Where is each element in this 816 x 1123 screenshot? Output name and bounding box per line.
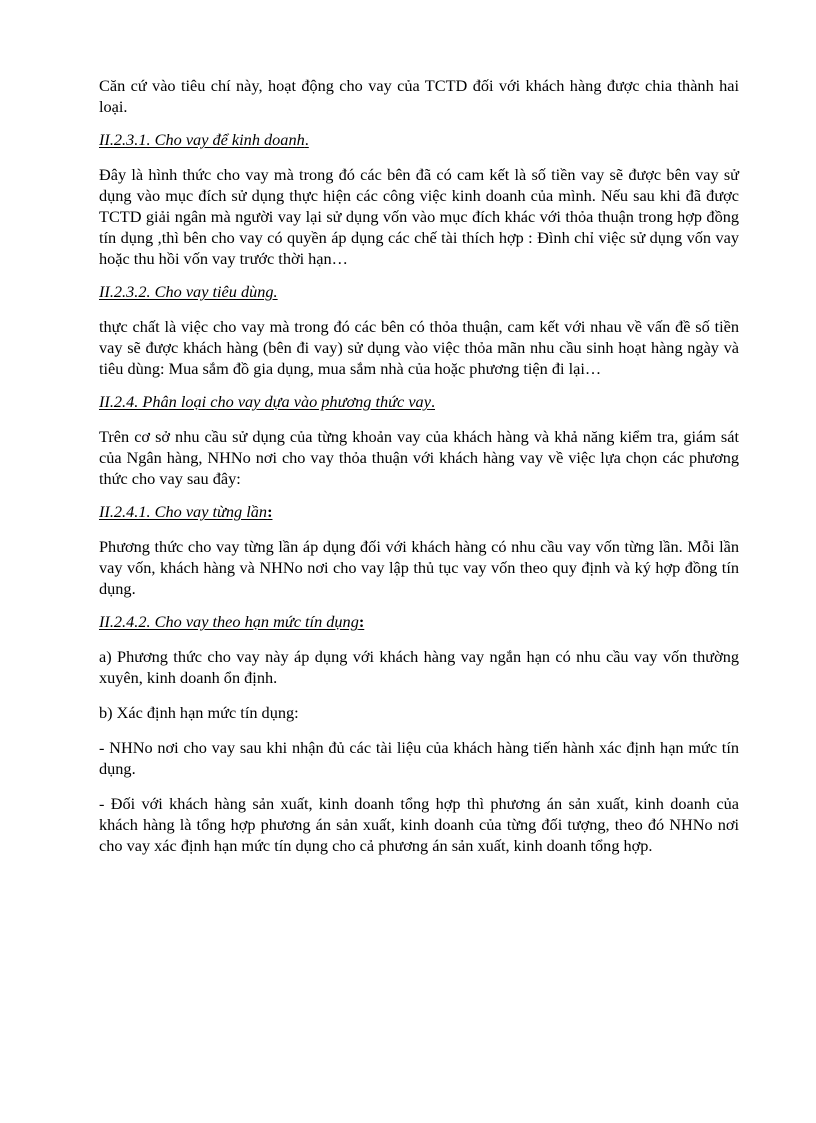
- heading-tail: .: [304, 130, 309, 149]
- heading-ii-2-4: [99, 391, 739, 412]
- heading-text: II.2.3.2. Cho vay tiêu dùng.: [99, 282, 278, 301]
- document-page: [99, 75, 739, 856]
- heading-ii-2-4-1: [99, 501, 739, 522]
- heading-text: II.2.4.1. Cho vay từng lần: [99, 502, 268, 521]
- heading-ii-2-3-2: [99, 281, 739, 302]
- heading-tail: :: [267, 502, 273, 521]
- paragraph-business-loan: Đây là hình thức cho vay mà trong đó các bên đã có cam kết là số tiền vay sẽ được bên vay sử dụng vào mục đích sử dụng thực hiện các công việc kinh doanh của mình. Nếu sau khi đã được TCTD giải ngân mà người vay lại sử dụng vốn vào mục đích khác với thỏa thuận trong hợp đồng tín dụng ,thì bên cho vay có quyền áp dụng các chế tài thích hợp : Đình chỉ việc sử dụng vốn vay hoặc thu hồi vốn vay trước thời hạn…: [99, 165, 739, 268]
- heading-ii-2-3-1: [99, 129, 739, 150]
- heading-text: II.2.4. Phân loại cho vay dựa vào phương thức vay: [99, 392, 431, 411]
- paragraph-loan-methods: Trên cơ sở nhu cầu sử dụng của từng khoản vay của khách hàng và khả năng kiểm tra, giám sát của Ngân hàng, NHNo nơi cho vay thỏa thuận với khách hàng vay về việc lựa chọn các phương thức cho vay sau đây:: [99, 427, 739, 488]
- heading-text: II.2.4.2. Cho vay theo hạn mức tín dụng: [99, 612, 359, 631]
- heading-tail: :: [358, 612, 365, 631]
- paragraph-bullet-1: - NHNo nơi cho vay sau khi nhận đủ các tài liệu của khách hàng tiến hành xác định hạn mức tín dụng.: [99, 738, 739, 778]
- paragraph-item-a: a) Phương thức cho vay này áp dụng với khách hàng vay ngắn hạn có nhu cầu vay vốn thường xuyên, kinh doanh ổn định.: [99, 647, 739, 687]
- paragraph-consumer-loan: thực chất là việc cho vay mà trong đó các bên có thỏa thuận, cam kết với nhau về vấn đề số tiền vay sẽ được khách hàng (bên đi vay) sử dụng vào việc thỏa mãn nhu cầu sinh hoạt hàng ngày và tiêu dùng: Mua sắm đồ gia dụng, mua sắm nhà của hoặc phương tiện đi lại…: [99, 317, 739, 378]
- paragraph-single-loan: Phương thức cho vay từng lần áp dụng đối với khách hàng có nhu cầu vay vốn từng lần. Mỗi lần vay vốn, khách hàng và NHNo nơi cho vay lập thủ tục vay vốn theo quy định và ký hợp đồng tín dụng.: [99, 537, 739, 598]
- heading-ii-2-4-2: [99, 611, 739, 632]
- paragraph-item-b: b) Xác định hạn mức tín dụng:: [99, 703, 299, 722]
- paragraph-bullet-2: - Đối với khách hàng sản xuất, kinh doanh tổng hợp thì phương án sản xuất, kinh doanh của khách hàng là tổng hợp phương án sản xuất, kinh doanh của từng đối tượng, theo đó NHNo nơi cho vay xác định hạn mức tín dụng cho cả phương án sản xuất, kinh doanh tổng hợp.: [99, 794, 739, 855]
- heading-tail: .: [430, 392, 436, 411]
- heading-text: II.2.3.1. Cho vay để kinh doanh: [99, 130, 305, 149]
- paragraph-intro: Căn cứ vào tiêu chí này, hoạt động cho vay của TCTD đối với khách hàng được chia thành hai loại.: [99, 76, 739, 116]
